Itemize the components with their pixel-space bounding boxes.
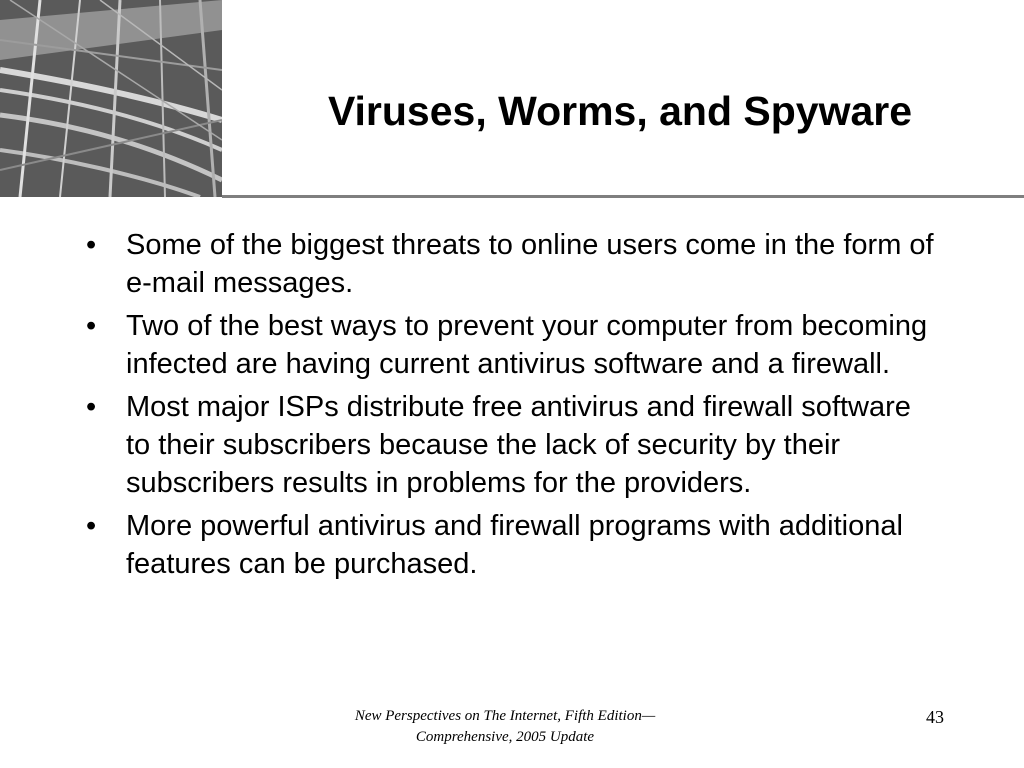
corner-photo-architecture [0,0,222,197]
bullet-text: Two of the best ways to prevent your computer from becoming infected are having current antivirus software and a firewall. [126,310,928,380]
footer-credit-line2: Comprehensive, 2005 Update [415,729,595,745]
bullet-item [86,307,936,383]
title-divider-rule [222,195,1024,198]
footer-credit-line1: New Perspectives on The Internet, Fifth Edition— [354,708,656,724]
bullet-marker: • [86,229,97,261]
footer-credit [300,706,710,748]
bullet-item [86,388,936,502]
bullet-item [86,226,936,302]
bullet-marker: • [86,510,97,542]
bullet-text: More powerful antivirus and firewall programs with additional features can be purchased. [126,510,903,580]
bullet-text: Most major ISPs distribute free antivirus and firewall software to their subscribers because the lack of security by their subscribers results in problems for the providers. [126,391,911,499]
bullet-marker: • [86,310,97,342]
bullet-item [86,507,936,583]
page-number: 43 [926,707,944,727]
bullet-list [86,226,936,588]
slide-title: Viruses, Worms, and Spyware [327,88,913,134]
steel-structure-image [0,0,222,197]
bullet-text: Some of the biggest threats to online users come in the form of e-mail messages. [126,229,934,299]
bullet-marker: • [86,391,97,423]
